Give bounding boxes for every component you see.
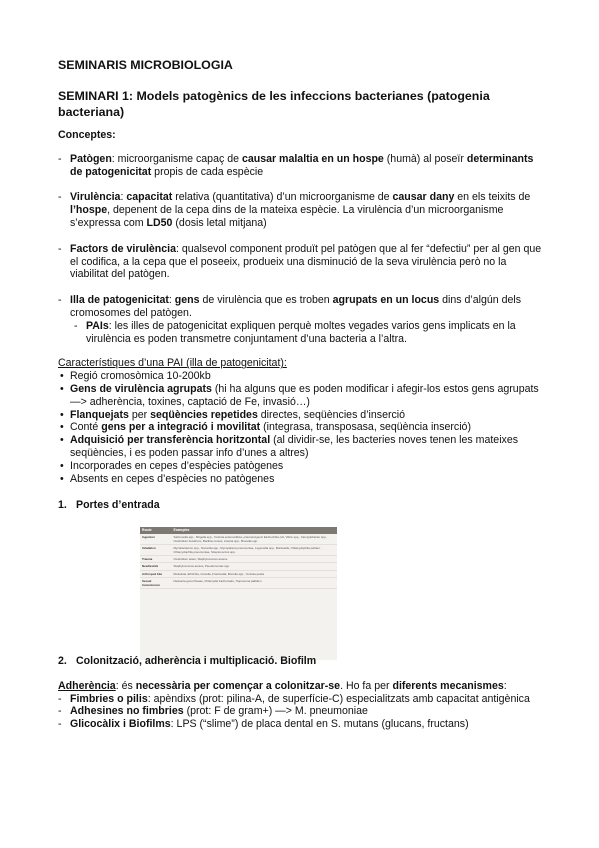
pai-bullet: [58, 473, 546, 486]
bullet-marker: •: [60, 382, 64, 395]
section-title: Colonització, adherència i multiplicació. Biofilm: [76, 655, 317, 667]
emphasis: seqüències repetides: [150, 408, 258, 421]
table-cell: Staphylococcus aureus, Pseudomonas spp.: [172, 563, 337, 570]
pai-heading: Característiques d’una PAI (illa de patogenicitat):: [58, 357, 287, 370]
emphasis: Adquisició per transferència horitzontal: [70, 434, 271, 447]
dash-marker: -: [58, 152, 62, 165]
section-title: Portes d’entrada: [76, 499, 160, 512]
bullet-marker: •: [60, 472, 64, 485]
term: PAIs: [86, 319, 109, 332]
dash-marker: -: [58, 294, 62, 307]
text: : les illes de patogenicitat expliquen perquè moltes vegades varios gens implicats en la virulència es poden transmetre conjuntament d’una bacteria a l’altra.: [86, 319, 516, 345]
text: Absents en cepes d’espècies no patògenes: [70, 472, 275, 485]
concept-pais: [58, 320, 546, 346]
text: : és: [115, 679, 136, 692]
text: :: [503, 679, 507, 692]
seminar-title: SEMINARI 1: Models patogènics de les infeccions bacterianes (patogenia bacteriana): [58, 89, 490, 119]
pai-bullet: [58, 370, 546, 383]
table-row: [140, 556, 337, 563]
dash-marker: -: [58, 705, 62, 718]
text: (prot: F de gram+) —> M. pneumoniae: [183, 705, 368, 718]
table-header: Examples: [172, 527, 337, 534]
section-number: 1.: [58, 499, 67, 512]
adherencia-item: [58, 718, 546, 731]
bullet-marker: •: [60, 434, 64, 447]
emphasis: Flanquejats: [70, 408, 129, 421]
emphasis: Fimbries o pilis: [70, 692, 148, 705]
section-1-heading: [58, 499, 546, 512]
emphasis: Gens de virulència agrupats: [70, 382, 212, 395]
table-header: Route: [140, 527, 172, 534]
concept-factors: [58, 243, 546, 281]
emphasis: Adhesines no fimbries: [70, 705, 184, 718]
emphasis: l’hospe: [70, 204, 108, 217]
table-row: [140, 563, 337, 570]
emphasis: gens: [174, 294, 200, 307]
bullet-marker: •: [60, 408, 64, 421]
pai-bullet: [58, 421, 546, 434]
text: , depenent de la cepa dins de la mateixa espècie. La virulència d’un microorganisme s’expressa com: [70, 204, 504, 229]
emphasis: capacitat: [126, 191, 173, 204]
pai-bullet: [58, 383, 546, 409]
section-2-heading: [58, 655, 546, 668]
table-cell: Salmonella spp., Shigella spp., Yersinia enterocolitica, enterotoxigenic Escherichia coli, Vibrio spp., Campylobacter spp., Clostridium botulinum, Bacillus cereus, Listeria spp., Brucella spp.: [172, 534, 337, 545]
text: (humà) al poseïr: [383, 152, 467, 165]
text: dins d’algún dels cromosomes del patògen.: [70, 294, 522, 319]
text: (al dividir-se, les bacteries noves tenen les mateixes seqüències, i es poden passar info d’unes a altres): [70, 434, 519, 459]
table-row: [140, 534, 337, 545]
portes-entrada-table-image: [140, 527, 337, 660]
text: Conté: [70, 421, 102, 434]
text: de virulència que es troben: [199, 294, 333, 307]
table-row: [140, 570, 337, 577]
emphasis: determinants de patogenicitat: [70, 152, 534, 178]
adherencia-paragraph: [58, 680, 546, 693]
table-cell: Clostridium tetani, Staphylococcus aureus: [172, 556, 337, 563]
emphasis: causar dany: [392, 191, 455, 204]
table-cell: Inhalation: [140, 545, 172, 556]
adherencia-item: [58, 693, 546, 706]
text: : LPS (“slime”) de placa dental en S. mutans (glucans, fructans): [170, 718, 469, 731]
table-cell: Arthropod bite: [140, 570, 172, 577]
dash-marker: -: [58, 242, 62, 255]
dash-marker: -: [74, 319, 78, 332]
emphasis: causar malaltia en un hospe: [241, 152, 384, 165]
adherencia-item: [58, 705, 546, 718]
emphasis: diferents mecanismes: [392, 679, 504, 692]
concept-illa: [58, 294, 546, 320]
concept-patogen: [58, 153, 546, 179]
concept-virulencia: [58, 191, 546, 229]
table-cell: Trauma: [140, 556, 172, 563]
table-cell: Rickettsia, Ehrlichia, Coxiella, Francisella, Borrelia spp., Yersinia pestis: [172, 570, 337, 577]
pai-bullet: [58, 460, 546, 473]
text: Regió cromosòmica 10-200kb: [70, 370, 211, 383]
text: per: [128, 408, 151, 421]
routes-table: [140, 527, 337, 589]
dash-marker: -: [58, 692, 62, 705]
table-cell: Ingestion: [140, 534, 172, 545]
text: : apèndixs (prot: pilina-A, de superfície-C) especialitzats amb capacitat antigènica: [147, 692, 530, 705]
term: Factors de virulència: [70, 242, 176, 255]
table-cell: Needlestick: [140, 563, 172, 570]
text: (dosis letal mitjana): [172, 216, 267, 229]
text: propis de cada espècie: [151, 165, 264, 178]
text: (hi ha alguns que es poden modificar i afegir-los estos gens agrupats —> adherència, toxines, captació de Fe, invasió…): [70, 382, 539, 408]
table-row: [140, 577, 337, 588]
emphasis: LD50: [146, 216, 173, 229]
text: : microorganisme capaç de: [111, 152, 242, 165]
table-cell: Mycobacterium spp., Nocardia spp., Mycoplasma pneumoniae, Legionella spp., Bordetella, Chlamydophila psittaci, Chlamydophila pneumoniae, Streptococcus spp.: [172, 545, 337, 556]
text: :: [120, 191, 127, 204]
dash-marker: -: [58, 718, 62, 731]
emphasis: agrupats en un locus: [332, 294, 440, 307]
bullet-marker: •: [60, 421, 64, 434]
text: : qualsevol component produït pel patògen que al fer “defectiu” per al gen que el codifica, a la cepa que el poseeix, produeix una disminució de la seva virulència però no la viabilitat del patògen.: [70, 242, 542, 281]
text: directes, seqüències d’inserció: [257, 408, 406, 421]
pai-bullet: [58, 409, 546, 422]
term: Adherència: [58, 679, 116, 692]
table-row: [140, 545, 337, 556]
concepts-heading: Conceptes:: [58, 129, 116, 141]
emphasis: necessària per començar a colonitzar-se: [135, 679, 341, 692]
text: Incorporades en cepes d’espècies patògenes: [70, 459, 284, 472]
document-title: SEMINARIS MICROBIOLOGIA: [58, 58, 233, 72]
text: . Ho fa per: [340, 679, 393, 692]
term: Virulència: [70, 191, 121, 204]
pai-bullet: [58, 434, 546, 460]
text: en els teixits de: [454, 191, 531, 204]
emphasis: Glicocàlix i Biofilms: [70, 718, 171, 731]
bullet-marker: •: [60, 459, 64, 472]
table-cell: Sexual transmission: [140, 577, 172, 588]
text: relativa (quantitativa) d’un microorganisme de: [172, 191, 393, 204]
document-page: [58, 58, 546, 512]
table-cell: Neisseria gonorrhoeae, Chlamydia trachomatis, Treponema pallidum: [172, 577, 337, 588]
text: (integrasa, transposasa, seqüència inserció): [260, 421, 471, 434]
term: Patògen: [70, 152, 112, 165]
text: :: [168, 294, 175, 307]
section-number: 2.: [58, 655, 67, 667]
bullet-marker: •: [60, 370, 64, 383]
emphasis: gens per a integració i movilitat: [101, 421, 261, 434]
term: Illa de patogenicitat: [70, 294, 169, 307]
document-page-lower: [58, 655, 546, 731]
dash-marker: -: [58, 191, 62, 204]
